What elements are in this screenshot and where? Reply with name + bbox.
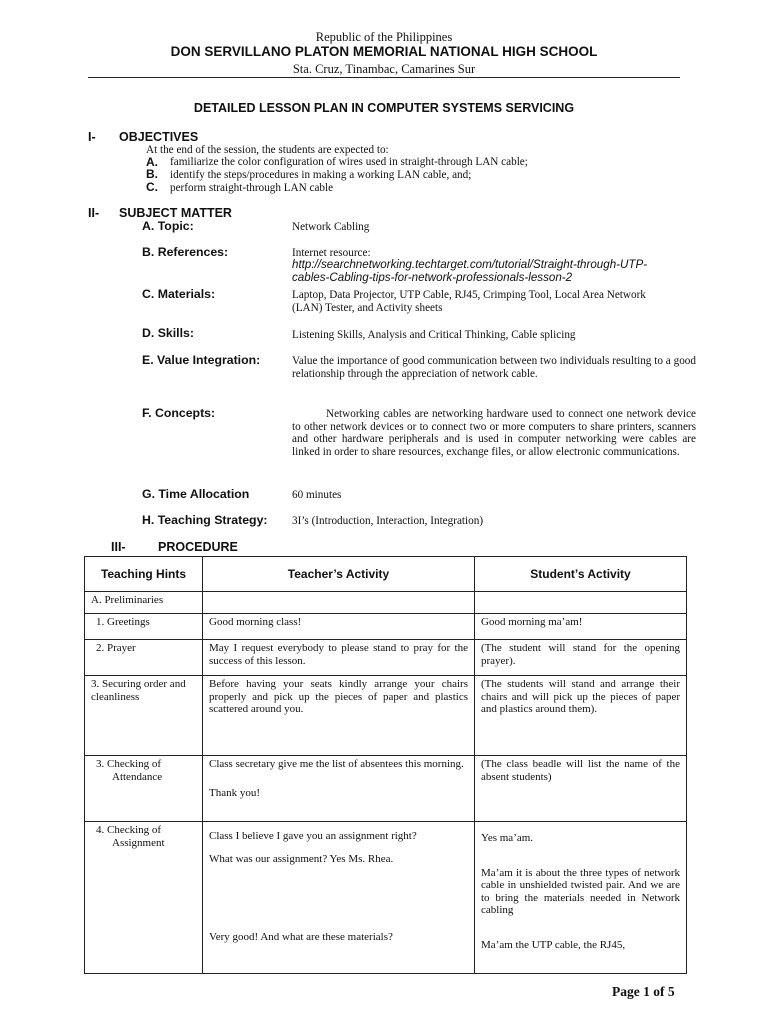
materials-label: C. Materials: (142, 287, 216, 301)
student-cell (475, 822, 687, 974)
student-cell: Good morning ma’am! (475, 614, 687, 640)
table-row (85, 756, 687, 822)
student-cell: (The students will stand and arrange their chairs and will pick up the pieces of paper and plastics around them). (475, 676, 687, 756)
value-integration-text: Value the importance of good communication between two individuals resulting to a good relationship through the appreciation of network cable. (292, 355, 696, 380)
table-row (85, 822, 687, 974)
teacher-cell (203, 822, 475, 974)
objectives-numeral: I- (88, 130, 96, 144)
time-allocation-value: 60 minutes (292, 489, 342, 501)
procedure-heading: PROCEDURE (158, 540, 238, 554)
references-intro: Internet resource: (292, 247, 371, 259)
hint-line: Assignment (112, 836, 165, 849)
concepts-label: F. Concepts: (142, 406, 216, 420)
table-cell (475, 592, 687, 614)
hint-cell: 1. Greetings (85, 614, 203, 640)
teacher-line: Thank you! (209, 786, 261, 799)
materials-line-1: Laptop, Data Projector, UTP Cable, RJ45, Crimping Tool, Local Area Network (292, 289, 646, 301)
page-number: Page 1 of 5 (612, 984, 675, 999)
references-label: B. References: (142, 245, 229, 259)
objective-item-a: familiarize the color configuration of wires used in straight-through LAN cable; (170, 156, 528, 168)
student-line: Ma’am the UTP cable, the RJ45, (481, 938, 626, 951)
table-row (85, 592, 687, 614)
student-line: Yes ma’am. (481, 832, 534, 844)
document-title: DETAILED LESSON PLAN IN COMPUTER SYSTEMS SERVICING (193, 101, 575, 115)
column-header-teaching-hints: Teaching Hints (85, 557, 203, 592)
hint-cell: 2. Prayer (85, 640, 203, 676)
student-cell: (The student will stand for the opening prayer). (475, 640, 687, 676)
objective-item-c: perform straight-through LAN cable (170, 182, 334, 194)
hint-line: 3. Checking of (96, 758, 162, 770)
teacher-line: Class I believe I gave you an assignment right? (209, 830, 417, 842)
republic-line: Republic of the Philippines (315, 30, 453, 44)
header-rule (88, 77, 680, 78)
objective-item-b: identify the steps/procedures in making a working LAN cable, and; (170, 169, 472, 181)
table-header-row (85, 557, 687, 592)
table-row (85, 676, 687, 756)
objective-letter-a: A. (146, 155, 158, 169)
objective-letter-c: C. (146, 180, 158, 194)
teaching-strategy-label: H. Teaching Strategy: (142, 513, 268, 527)
procedure-numeral: III- (111, 540, 126, 554)
teacher-line: What was our assignment? Yes Ms. Rhea. (209, 852, 394, 865)
table-row (85, 640, 687, 676)
teacher-cell (203, 756, 475, 822)
materials-line-2: (LAN) Tester, and Activity sheets (292, 302, 443, 314)
objective-letter-b: B. (146, 167, 158, 181)
column-header-student-activity: Student’s Activity (475, 557, 687, 592)
subject-matter-heading: SUBJECT MATTER (119, 206, 232, 220)
table-cell (203, 592, 475, 614)
hint-cell: 3. Securing order and cleanliness (85, 676, 203, 756)
skills-value: Listening Skills, Analysis and Critical Thinking, Cable splicing (292, 329, 576, 341)
time-allocation-label: G. Time Allocation (142, 487, 250, 501)
teacher-line: Very good! And what are these materials? (209, 931, 393, 944)
subject-matter-numeral: II- (88, 206, 100, 220)
hint-cell (85, 822, 203, 974)
topic-label: A. Topic: (142, 219, 194, 233)
topic-value: Network Cabling (292, 221, 370, 233)
procedure-table (84, 556, 687, 974)
teacher-cell: May I request everybody to please stand to pray for the success of this lesson. (203, 640, 475, 676)
teacher-line: Class secretary give me the list of absentees this morning. (209, 758, 464, 770)
objectives-heading: OBJECTIVES (119, 130, 199, 144)
hint-line: 4. Checking of (96, 824, 162, 836)
teaching-strategy-value: 3I’s (Introduction, Interaction, Integration) (292, 515, 484, 527)
objectives-intro: At the end of the session, the students are expected to: (146, 144, 389, 156)
student-line: Ma’am it is about the three types of network cable in unshielded twisted pair. And we are to bring the materials needed in Network cabling (481, 866, 680, 917)
hint-line: Attendance (112, 770, 163, 783)
references-url-line-1: http://searchnetworking.techtarget.com/tutorial/Straight-through-UTP- (292, 258, 648, 271)
references-url-line-2: cables-Cabling-tips-for-network-professionals-lesson-2 (292, 271, 573, 284)
teacher-cell: Before having your seats kindly arrange your chairs properly and pick up the pieces of paper and plastics scattered around you. (203, 676, 475, 756)
hint-cell (85, 756, 203, 822)
skills-label: D. Skills: (142, 326, 194, 340)
school-address: Sta. Cruz, Tinambac, Camarines Sur (292, 62, 476, 76)
table-row (85, 614, 687, 640)
teacher-cell: Good morning class! (203, 614, 475, 640)
column-header-teacher-activity: Teacher’s Activity (203, 557, 475, 592)
value-integration-label: E. Value Integration: (142, 353, 261, 367)
student-cell: (The class beadle will list the name of the absent students) (475, 756, 687, 822)
preliminaries-cell: A. Preliminaries (85, 592, 203, 614)
school-name: DON SERVILLANO PLATON MEMORIAL NATIONAL HIGH SCHOOL (170, 44, 598, 59)
concepts-text: Networking cables are networking hardware used to connect one network device to other network devices or to connect two or more computers to share printers, scanners and other hardware peripherals and is used in computer networking were cables are linked in order to share resources, exchange files, or allow electronic communications. (292, 408, 696, 458)
